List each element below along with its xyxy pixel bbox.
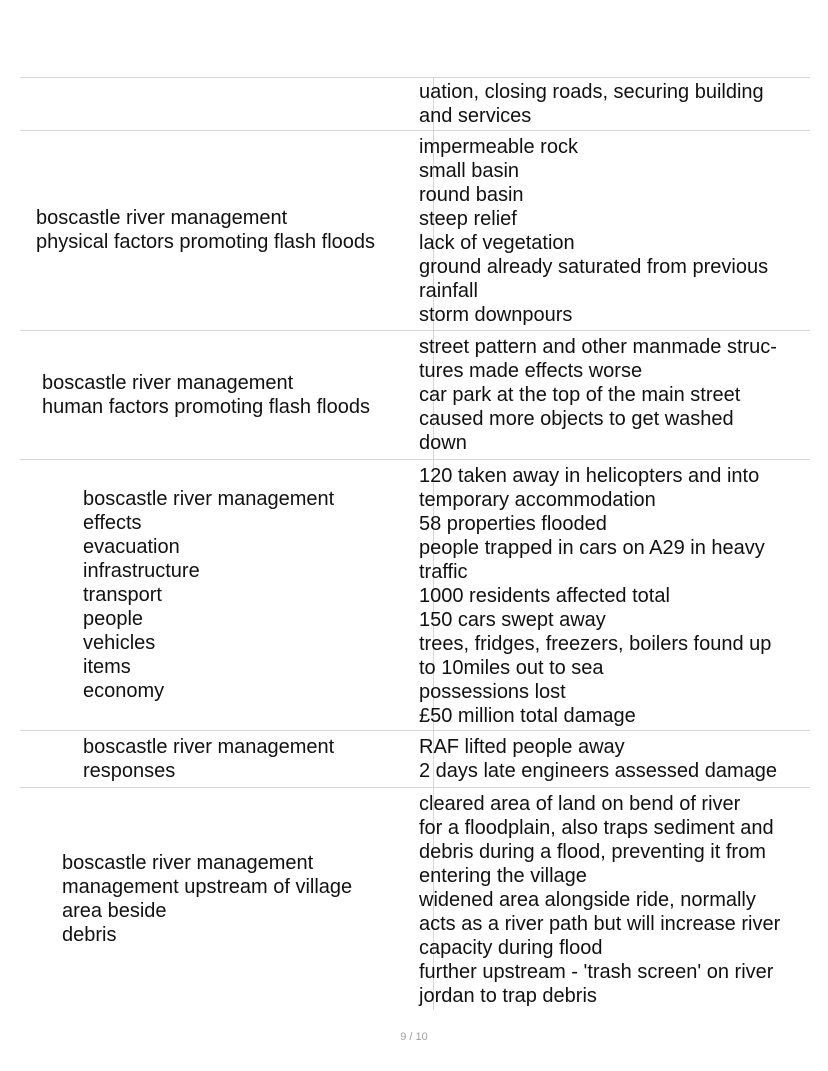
definition-line: small basin — [419, 160, 520, 182]
definition-cell — [419, 464, 810, 728]
table-row — [20, 130, 810, 331]
term-cell — [20, 460, 413, 730]
definition-line: temporary accommodation — [419, 489, 656, 511]
definition-line: impermeable rock — [419, 136, 578, 158]
definition-line: entering the village — [419, 865, 587, 887]
definition-line: further upstream - 'trash screen' on river — [419, 961, 774, 983]
definition-line: lack of vegetation — [419, 232, 575, 254]
term-text: boscastle river management responses — [83, 736, 335, 782]
definition-line: jordan to trap debris — [419, 985, 597, 1007]
term-text: boscastle river management human factors promoting flash floods — [42, 372, 370, 418]
table-row — [20, 731, 810, 788]
term-cell — [20, 731, 413, 787]
definition-line: to 10miles out to sea — [419, 657, 604, 679]
term-cell — [20, 331, 413, 459]
term-text: boscastle river management management upstream of village area beside debris — [62, 852, 353, 946]
term-text: boscastle river management effects evacuation infrastructure transport people vehicles items economy — [83, 488, 335, 702]
definition-line: 1000 residents affected total — [419, 585, 670, 607]
definition-line: people trapped in cars on A29 in heavy — [419, 537, 765, 559]
definition-line: storm downpours — [419, 304, 573, 326]
page-number: 9 / 10 — [400, 1031, 428, 1043]
definition-line: trees, fridges, freezers, boilers found up — [419, 633, 772, 655]
definition-line: £50 million total damage — [419, 705, 636, 727]
definition-line: down — [419, 432, 467, 454]
definition-line: car park at the top of the main street — [419, 384, 741, 406]
definition-line: tures made effects worse — [419, 360, 643, 382]
definition-line: 58 properties flooded — [419, 513, 607, 535]
definition-line: 2 days late engineers assessed damage — [419, 760, 778, 782]
definition-line: widened area alongside ride, normally — [419, 889, 756, 911]
definition-line: and services — [419, 105, 532, 127]
definition-line: uation, closing roads, securing building — [419, 81, 764, 103]
definition-line: caused more objects to get washed — [419, 408, 734, 430]
definition-line: rainfall — [419, 280, 478, 302]
definition-line: ground already saturated from previous — [419, 256, 769, 278]
term-cell — [20, 78, 413, 130]
table-row — [20, 460, 810, 731]
definition-line: RAF lifted people away — [419, 736, 625, 758]
term-cell — [20, 130, 413, 330]
definition-line: capacity during flood — [419, 937, 603, 959]
definition-line: for a floodplain, also traps sediment and — [419, 817, 774, 839]
table-row — [20, 331, 810, 460]
definition-cell — [419, 335, 810, 455]
table-row — [20, 77, 810, 131]
definition-line: traffic — [419, 561, 468, 583]
table-row — [20, 788, 810, 1010]
definition-line: cleared area of land on bend of river — [419, 793, 741, 815]
definition-line: possessions lost — [419, 681, 566, 703]
definition-line: 120 taken away in helicopters and into — [419, 465, 760, 487]
definition-line: round basin — [419, 184, 524, 206]
definition-cell — [419, 80, 810, 128]
definition-cell — [419, 792, 810, 1008]
definition-line: steep relief — [419, 208, 517, 230]
term-text: boscastle river management physical factors promoting flash floods — [36, 207, 376, 253]
definition-line: debris during a flood, preventing it from — [419, 841, 766, 863]
definition-line: 150 cars swept away — [419, 609, 606, 631]
definition-line: acts as a river path but will increase river — [419, 913, 781, 935]
definition-line: street pattern and other manmade struc- — [419, 336, 777, 358]
definition-cell — [419, 735, 810, 783]
definition-cell — [419, 135, 810, 327]
term-cell — [20, 788, 413, 1010]
